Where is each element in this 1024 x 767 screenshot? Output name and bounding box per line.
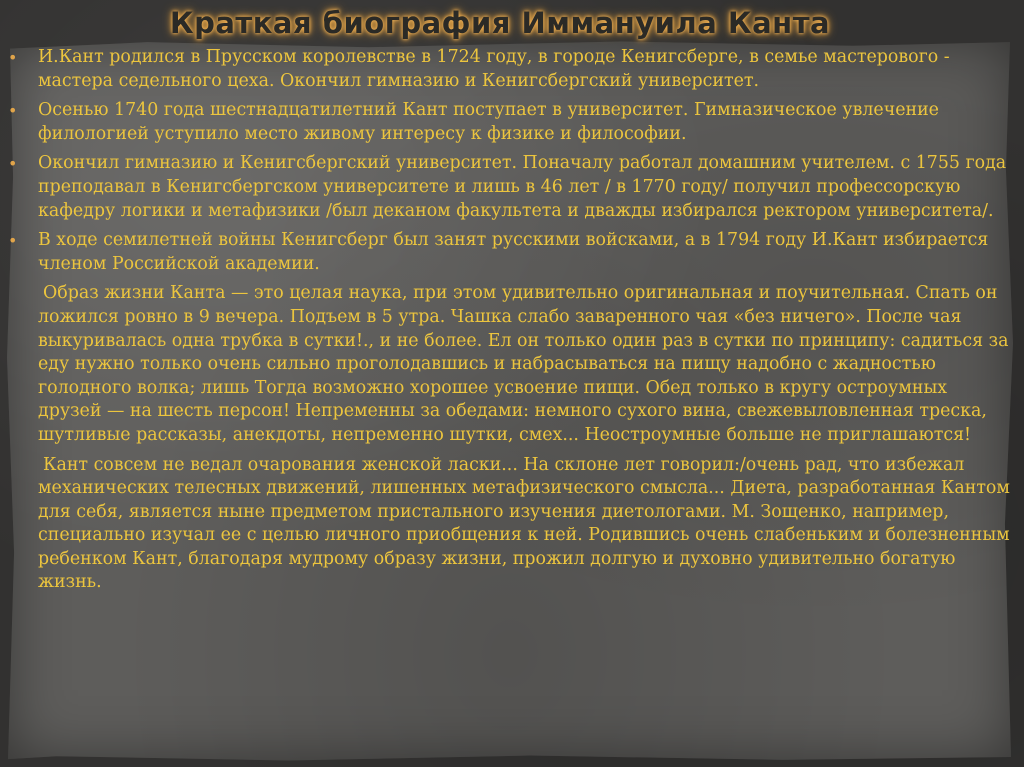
bullet-item-career (8, 152, 1013, 223)
bullet-item-birth (8, 46, 1013, 93)
bullet-text: В ходе семилетней войны Кенигсберг был занят русскими войсками, а в 1794 году И.Кант избирается членом Российской академии. (38, 230, 989, 274)
bullet-icon: • (8, 48, 18, 67)
bullet-item-university (8, 99, 1013, 146)
bullet-text: И.Кант родился в Прусском королевстве в 1724 году, в городе Кенигсберге, в семье мастерового - мастера седельного цеха. Окончил гимназию и Кенигсбергский университет. (38, 47, 950, 91)
bullet-icon: • (8, 101, 18, 121)
slide-title: Краткая биография Иммануила Канта (169, 6, 831, 40)
bullet-text: Осенью 1740 года шестнадцатилетний Кант поступает в университет. Гимназическое увлечение филологией уступило место живому интересу к физике и философии. (38, 100, 939, 144)
paragraph-lifestyle: Образ жизни Канта — это целая наука, при этом удивительно оригинальная и поучительная. Спать он ложился ровно в 9 вечера. Подъем в 5 утра. Чашка слабо заваренного чая «без ничего». После чая выкуривалась одна трубка в сутки!., и не более. Ел он только один раз в сутки по принципу: садиться за еду нужно только очень сильно проголодавшись и набрасываться на пищу надобно с жадностью голодного волка; лишь Тогда возможно хорошее усвоение пищи. Обед только в кругу остроумных друзей — на шесть персон! Непременны за обедами: немного сухого вина, свежевыловленная треска, шутливые рассказы, анекдоты, непременно шутки, смех... Неостроумные больше не приглашаются! (38, 283, 1009, 445)
slide-content (8, 46, 1013, 601)
bullet-icon: • (8, 231, 18, 251)
bullet-icon: • (8, 154, 18, 174)
bullet-item-academy (8, 229, 1013, 276)
bullet-text: Окончил гимназию и Кенигсбергский университет. Поначалу работал домашним учителем. с 1755 года преподавал в Кенигсбергском университете и лишь в 46 лет / в 1770 году/ получил профессорскую кафедру логики и метафизики /был деканом факультета и дважды избирался ректором университета/. (38, 153, 1007, 221)
paragraph-diet: Кант совсем не ведал очарования женской ласки... На склоне лет говорил:/очень рад, что избежал механических телесных движений, лишенных метафизического смысла... Диета, разработанная Кантом для себя, является ныне предметом пристального изучения диетологами. М. Зощенко, например, специально изучал ее с целью личного приобщения к ней. Родившись очень слабеньким и болезненным ребенком Кант, благодаря мудрому образу жизни, прожил долгую и духовно удивительно богатую жизнь. (38, 454, 1010, 593)
